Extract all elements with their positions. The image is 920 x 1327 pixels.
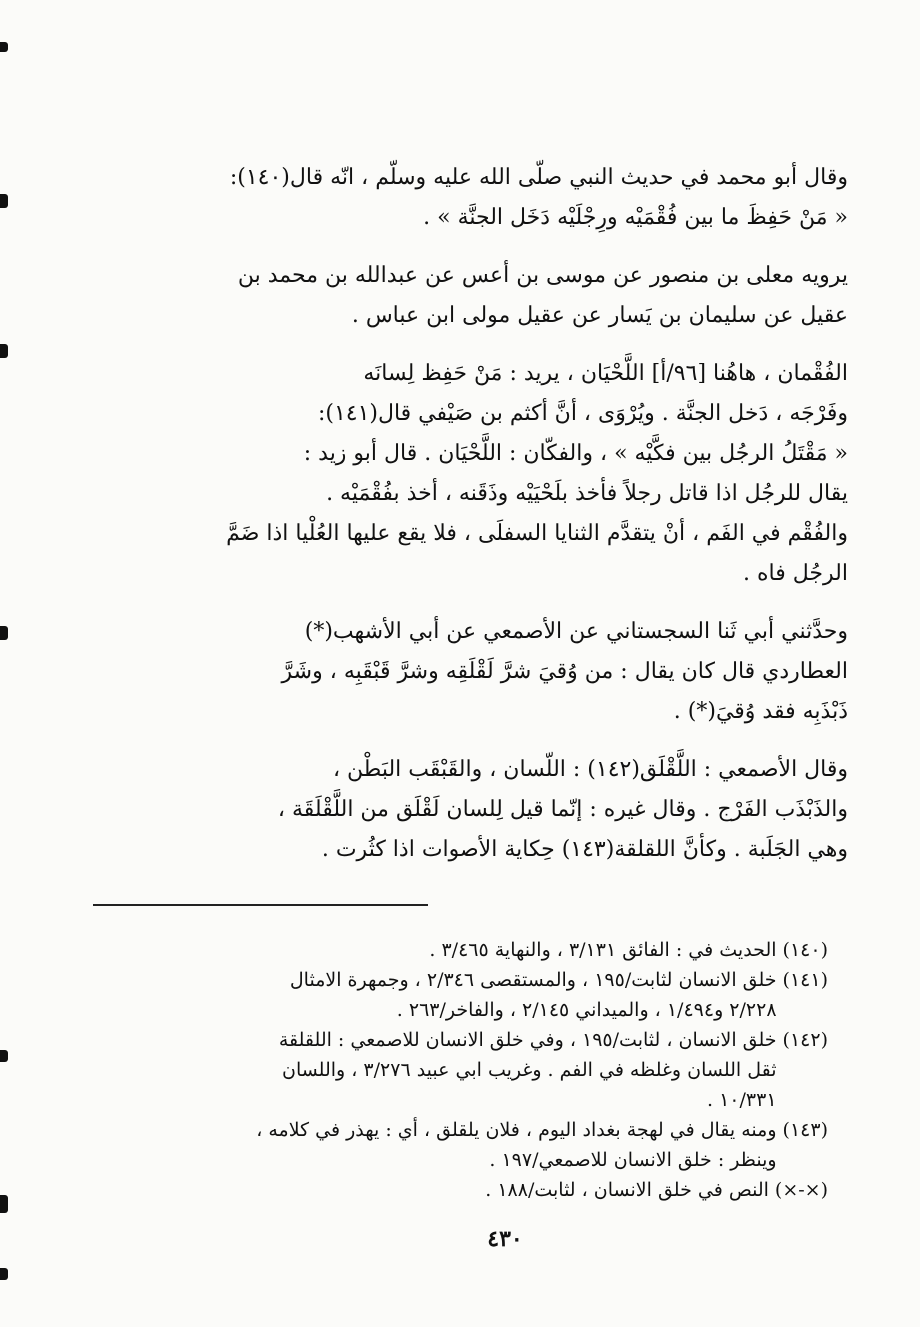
text-line: يرويه معلى بن منصور عن موسى بن أعس عن عبدالله بن محمد بن — [237, 263, 848, 288]
text-line: العطاردي قال كان يقال : من وُقيَ شرَّ لَقْلَقِه وشرَّ قَبْقَبِه ، وشَرَّ — [281, 659, 848, 684]
scan-edge-mark — [0, 1050, 8, 1062]
footnote — [98, 1175, 828, 1205]
text-line: ذَبْذَبِه فقد وُقيَ(*) . — [673, 699, 848, 724]
main-text — [78, 158, 878, 888]
scan-edge-mark — [0, 626, 8, 640]
text-line: وقال الأصمعي : اللَّقْلَق(١٤٢) : اللّسان ، والقَبْقَب البَطْن ، — [332, 757, 848, 782]
text-line: الرجُل فاه . — [743, 561, 848, 586]
text-line: ٢/٢٢٨ و١/٤٩٤ ، والميداني ٢/١٤٥ ، والفاخر/٢٦٣ . — [396, 999, 777, 1021]
footnote-text — [98, 965, 777, 1025]
scan-edge-mark — [0, 42, 8, 52]
text-line: عقيل عن سليمان بن يَسار عن عقيل مولى ابن عباس . — [351, 303, 848, 328]
text-line: ١٠/٣٣١ . — [707, 1089, 777, 1111]
scan-edge-mark — [0, 1268, 8, 1280]
scan-edge-mark — [0, 344, 8, 358]
footnote-text — [98, 1025, 777, 1115]
text-line: النص في خلق الانسان ، لثابت/١٨٨ . — [485, 1179, 769, 1201]
footnote-number: (١٤٢) — [782, 1029, 828, 1051]
paragraph — [78, 158, 878, 238]
text-line: يقال للرجُل اذا قاتل رجلاً فأخذ بلَحْيَيْه وذَقَنه ، أخذ بفُقْمَيْه . — [326, 481, 848, 506]
text-line: « مَقْتَلُ الرجُل بين فكَّيْه » ، والفكّان : اللَّحْيَان . قال أبو زيد : — [303, 441, 848, 466]
text-line: خلق الانسان ، لثابت/١٩٥ ، وفي خلق الانسان للاصمعي : اللقلقة — [278, 1029, 777, 1051]
text-line: والفُقْم في الفَم ، أنْ يتقدَّم الثنايا السفلَى ، فلا يقع عليها العُلْيا اذا ضَمَّ — [226, 521, 848, 546]
paragraph — [78, 750, 878, 870]
scan-edge-mark — [0, 1195, 8, 1213]
footnote-text — [98, 1115, 777, 1175]
footnote — [98, 1025, 828, 1115]
text-line: وهي الجَلَبة . وكأنَّ اللقلقة(١٤٣) حِكاية الأصوات اذا كثُرت . — [321, 837, 848, 862]
scan-edge-mark — [0, 194, 8, 208]
text-line: الحديث في : الفائق ٣/١٣١ ، والنهاية ٣/٤٦٥ . — [429, 939, 777, 961]
text-line: وقال أبو محمد في حديث النبي صلّى الله عليه وسلّم ، انّه قال(١٤٠): — [229, 165, 848, 190]
footnote — [98, 965, 828, 1025]
footnote-text — [98, 1175, 769, 1205]
footnote-number: (×-×) — [774, 1179, 828, 1201]
footnote-number: (١٤٣) — [782, 1119, 828, 1141]
footnote — [98, 1115, 828, 1175]
text-line: والذَبْذَب الفَرْج . وقال غيره : إنّما قيل لِلسان لَقْلَق من اللَّقْلَقَة ، — [277, 797, 848, 822]
footnotes — [98, 935, 828, 1205]
page-number: ٤٣٠ — [487, 1226, 523, 1252]
text-line: وفَرْجَه ، دَخل الجنَّة . ويُرْوَى ، أنَّ أكثم بن صَيْفي قال(١٤١): — [317, 401, 848, 426]
paragraph — [78, 612, 878, 732]
footnote-divider — [93, 904, 428, 906]
text-line: وينظر : خلق الانسان للاصمعي/١٩٧ . — [489, 1149, 777, 1171]
paragraph — [78, 256, 878, 336]
text-line: الفُقْمان ، هاهُنا [٩٦/أ] اللَّحْيَان ، يريد : مَنْ حَفِظ لِسانَه — [363, 361, 848, 386]
text-line: وحدَّثني أبي ثَنا السجستاني عن الأصمعي عن أبي الأشهب(*) — [304, 619, 848, 644]
footnote-number: (١٤١) — [782, 969, 828, 991]
text-line: « مَنْ حَفِظَ ما بين فُقْمَيْه ورِجْلَيْه دَخَل الجنَّة » . — [423, 205, 848, 230]
text-line: ثقل اللسان وغلظه في الفم . وغريب ابي عبيد ٣/٢٧٦ ، واللسان — [281, 1059, 777, 1081]
paragraph — [78, 354, 878, 594]
text-line: خلق الانسان لثابت/١٩٥ ، والمستقصى ٢/٣٤٦ ، وجمهرة الامثال — [289, 969, 777, 991]
footnote — [98, 935, 828, 965]
footnote-number: (١٤٠) — [782, 939, 828, 961]
text-line: ومنه يقال في لهجة بغداد اليوم ، فلان يلقلق ، أي : يهذر في كلامه ، — [256, 1119, 777, 1141]
footnote-text — [98, 935, 777, 965]
